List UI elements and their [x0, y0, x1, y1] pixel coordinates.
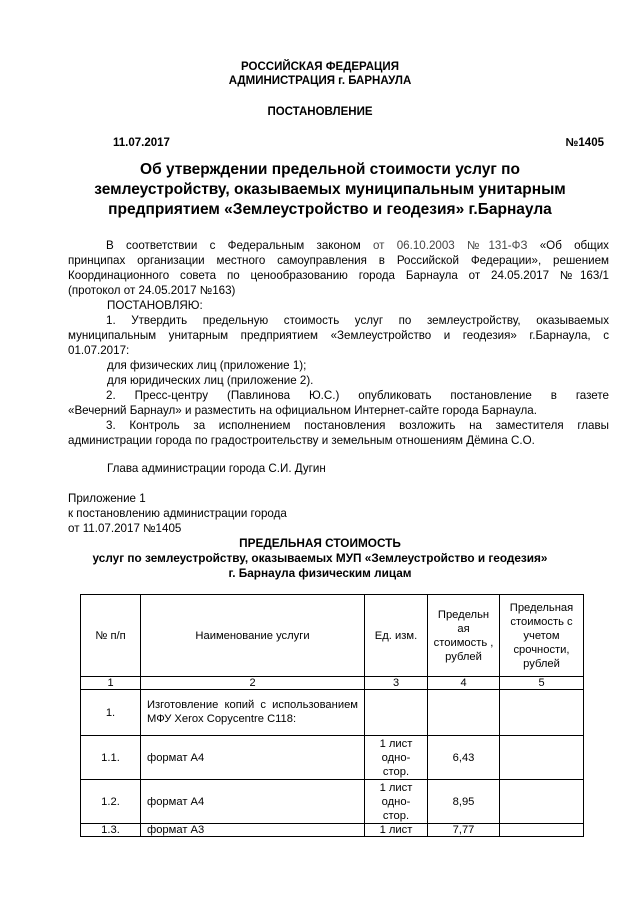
table-row	[81, 690, 584, 736]
header-num: № п/п	[81, 595, 141, 677]
row-service-name: формат А4	[141, 736, 365, 780]
row-unit	[365, 690, 428, 736]
colnum-3: 3	[365, 677, 428, 690]
title-line-1: Об утверждении предельной стоимости услуг по	[140, 161, 520, 178]
row-unit: 1 лист одно- стор.	[365, 780, 428, 824]
row-urgent	[500, 736, 584, 780]
row-cost	[428, 690, 500, 736]
header-urgent: Предельная стоимость с учетом срочности, рублей	[500, 595, 584, 677]
preamble-text-a: В соответствии с Федеральным законом	[106, 239, 373, 252]
item1-line-2: муниципальным унитарным предприятием «Землеустройство и геодезия» г.Барнаула, с	[68, 329, 609, 342]
header-unit: Ед. изм.	[365, 595, 428, 677]
colnum-5: 5	[500, 677, 584, 690]
row-num: 1.2.	[81, 780, 141, 824]
item1-legal: для юридических лиц (приложение 2).	[107, 374, 314, 387]
appendix-date: от 11.07.2017 №1405	[68, 522, 182, 535]
header-cost: Предельн ая стоимость , рублей	[428, 595, 500, 677]
title-line-2: землеустройству, оказываемых муниципальным унитарным	[94, 181, 566, 198]
preamble-line-4: (протокол от 24.05.2017 №163)	[68, 284, 236, 297]
item1-line-3: 01.07.2017:	[68, 344, 130, 357]
document-title	[60, 160, 600, 220]
row-cost: 6,43	[428, 736, 500, 780]
row-service-name: формат А3	[141, 824, 365, 837]
table-header-row	[81, 595, 584, 677]
row-urgent	[500, 780, 584, 824]
preamble-line-3: Координационного совета по ценообразованию города Барнаула от 24.05.2017 №163/1	[68, 269, 609, 282]
table-colnum-row	[81, 677, 584, 690]
row-urgent	[500, 690, 584, 736]
header-name: Наименование услуги	[141, 595, 365, 677]
table-row	[81, 824, 584, 837]
row-num: 1.1.	[81, 736, 141, 780]
price-table	[80, 594, 584, 837]
signature: Глава администрации города С.И. Дугин	[107, 462, 326, 475]
item3-line-1: 3. Контроль за исполнением постановления возложить на заместителя главы	[106, 419, 609, 432]
preamble-law-ref: от 06.10.2003 №131-ФЗ	[372, 239, 528, 252]
preamble-line-1	[68, 238, 609, 253]
row-unit: 1 лист	[365, 824, 428, 837]
header-administration: АДМИНИСТРАЦИЯ г. БАРНАУЛА	[228, 75, 412, 87]
item1-physical: для физических лиц (приложение 1);	[107, 359, 307, 372]
item3-line-2: администрации города по градостроительству и земельным отношениям Дёмина С.О.	[68, 434, 535, 447]
row-num: 1.3.	[81, 824, 141, 837]
colnum-4: 4	[428, 677, 500, 690]
appendix-title-3: г. Барнаула физическим лицам	[228, 566, 412, 580]
row-cost: 8,95	[428, 780, 500, 824]
header-country: РОССИЙСКАЯ ФЕДЕРАЦИЯ	[241, 61, 399, 73]
title-line-3: предприятием «Землеустройство и геодезия» г.Барнаула	[108, 201, 552, 218]
preamble-text-b: «Об общих	[527, 239, 609, 252]
appendix-ref: к постановлению администрации города	[68, 507, 287, 520]
row-service-name: Изготовление копий с использованием МФУ Xerox Copycentre C118:	[141, 690, 365, 736]
item2-line-2: «Вечерний Барнаул» и разместить на официальном Интернет-сайте города Барнаула.	[68, 404, 537, 417]
document-type: ПОСТАНОВЛЕНИЕ	[267, 106, 373, 118]
row-service-name: формат А4	[141, 780, 365, 824]
item1-line-1: 1. Утвердить предельную стоимость услуг по землеустройству, оказываемых	[106, 314, 609, 327]
document-date: 11.07.2017	[113, 137, 170, 149]
row-cost: 7,77	[428, 824, 500, 837]
preamble-line-2: принципах организации местного самоуправления в Российской Федерации», решением	[68, 254, 609, 267]
row-num: 1.	[81, 690, 141, 736]
colnum-1: 1	[81, 677, 141, 690]
row-unit: 1 лист одно- стор.	[365, 736, 428, 780]
resolve-word: ПОСТАНОВЛЯЮ:	[107, 299, 203, 312]
colnum-2: 2	[141, 677, 365, 690]
appendix-label: Приложение 1	[68, 492, 146, 505]
table-row	[81, 736, 584, 780]
item2-line-1: 2. Пресс-центру (Павлинова Ю.С.) опубликовать постановление в газете	[106, 389, 609, 402]
document-number: №1405	[565, 137, 604, 149]
table-row	[81, 780, 584, 824]
appendix-title-2: услуг по землеустройству, оказываемых МУП «Землеустройство и геодезия»	[92, 551, 548, 565]
appendix-title-1: ПРЕДЕЛЬНАЯ СТОИМОСТЬ	[239, 536, 401, 550]
row-urgent	[500, 824, 584, 837]
